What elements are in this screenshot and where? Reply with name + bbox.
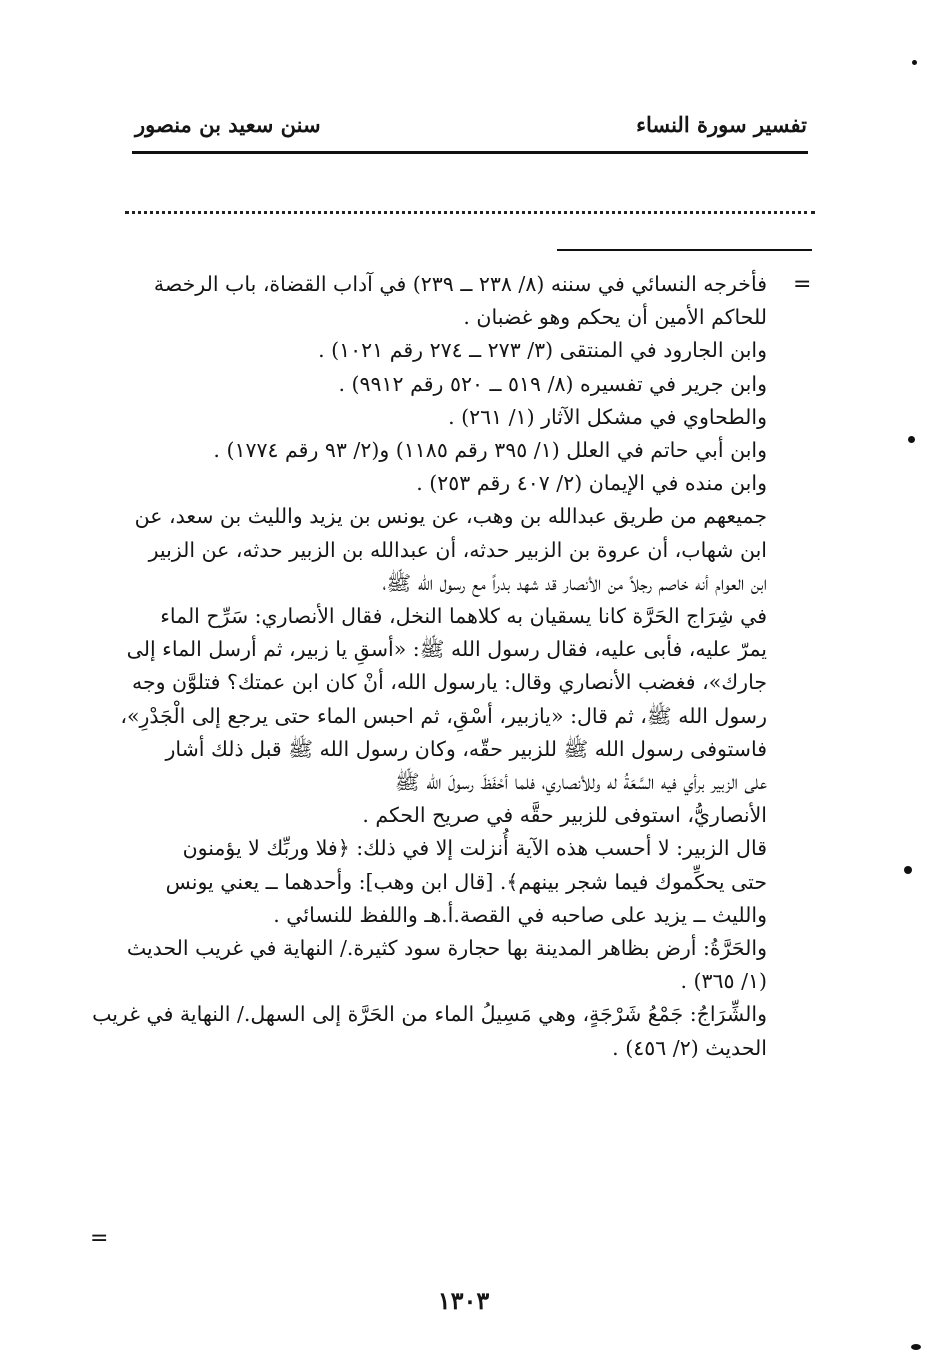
continuation-mark-bottom: = xyxy=(90,1226,109,1251)
text-line: رسول الله ﷺ، ثم قال: «يازبير، أسْقِ، ثم احبس الماء حتى يرجع إلى الْجَدْرِ»، xyxy=(120,703,767,728)
text-line: وابن الجارود في المنتقى (٣/ ٢٧٣ ــ ٢٧٤ رقم ١٠٢١) . xyxy=(318,338,767,363)
text-line: يمرّ عليه، فأبى عليه، فقال رسول الله ﷺ: «أسقِ يا زبير، ثم أرسل الماء إلى xyxy=(126,637,767,662)
page-number: ١٣٠٣ xyxy=(437,1286,490,1315)
text-line: الحديث (٢/ ٤٥٦) . xyxy=(612,1035,767,1060)
running-head-left: سنن سعيد بن منصور xyxy=(135,112,321,137)
text-line: الأنصاريُّ، استوفى للزبير حقَّه في صريح الحكم . xyxy=(362,803,767,828)
scan-speck xyxy=(912,60,917,65)
header-rule xyxy=(132,151,808,154)
footnote-body xyxy=(92,268,767,1065)
text-line: ابن العوام أنه خاصم رجلاً من الأنصار قد شهد بدراً مع رسول الله ﷺ، xyxy=(382,570,767,595)
continuation-mark-top: = xyxy=(793,272,812,297)
text-line: وابن جرير في تفسيره (٨/ ٥١٩ ــ ٥٢٠ رقم ٩٩١٢) . xyxy=(338,371,767,396)
text-line: وابن أبي حاتم في العلل (١/ ٣٩٥ رقم ١١٨٥) و(٢/ ٩٣ رقم ١٧٧٤) . xyxy=(213,438,767,463)
running-head-right: تفسير سورة النساء xyxy=(636,112,807,137)
text-line: حتى يحكِّموك فيما شجر بينهم﴾. [قال ابن وهب]: وأحدهما ــ يعني يونس xyxy=(165,869,767,894)
text-line: قال الزبير: لا أحسب هذه الآية أُنزلت إلا في ذلك: ﴿فلا وربِّك لا يؤمنون xyxy=(182,836,767,861)
text-line: جميعهم من طريق عبدالله بن وهب، عن يونس بن يزيد والليث بن سعد، عن xyxy=(134,504,767,529)
text-line: جارك»، فغضب الأنصاري وقال: يارسول الله، أنْ كان ابن عمتك؟ فتلوَّن وجه xyxy=(131,670,767,695)
text-line: على الزبير برأي فيه السَّعَةُ له وللأنصاري، فلما أحْفَظَ رسولَ الله ﷺ xyxy=(394,770,767,795)
text-line: والحَرَّةُ: أرض بظاهر المدينة بها حجارة سود كثيرة./ النهاية في غريب الحديث xyxy=(126,936,767,961)
text-line: والطحاوي في مشكل الآثار (١/ ٢٦١) . xyxy=(448,404,767,429)
dotted-separator xyxy=(125,211,815,214)
text-line: (١/ ٣٦٥) . xyxy=(680,969,767,994)
text-line: والشِّرَاجُ: جَمْعُ شَرْجَةٍ، وهي مَسِيلُ الماء من الحَرَّة إلى السهل./ النهاية في غريب xyxy=(92,1002,767,1027)
text-line: ابن شهاب، أن عروة بن الزبير حدثه، أن عبدالله بن الزبير حدثه، عن الزبير xyxy=(148,537,767,562)
text-line: فاستوفى رسول الله ﷺ للزبير حقّه، وكان رسول الله ﷺ قبل ذلك أشار xyxy=(165,736,767,761)
text-line: في شِرَاج الحَرَّة كانا يسقيان به كلاهما النخل، فقال الأنصاري: سَرِّح الماء xyxy=(160,604,767,629)
text-line: للحاكم الأمين أن يحكم وهو غضبان . xyxy=(463,305,767,330)
text-line: فأخرجه النسائي في سننه (٨/ ٢٣٨ ــ ٢٣٩) في آداب القضاة، باب الرخصة xyxy=(153,272,767,296)
scan-speck xyxy=(904,866,912,874)
footnote-rule xyxy=(557,249,812,251)
text-line: وابن منده في الإيمان (٢/ ٤٠٧ رقم ٢٥٣) . xyxy=(416,471,767,496)
scan-speck xyxy=(911,1344,921,1350)
text-line: والليث ــ يزيد على صاحبه في القصة.أ.هـ واللفظ للنسائي . xyxy=(273,902,767,927)
scan-speck xyxy=(908,436,915,443)
